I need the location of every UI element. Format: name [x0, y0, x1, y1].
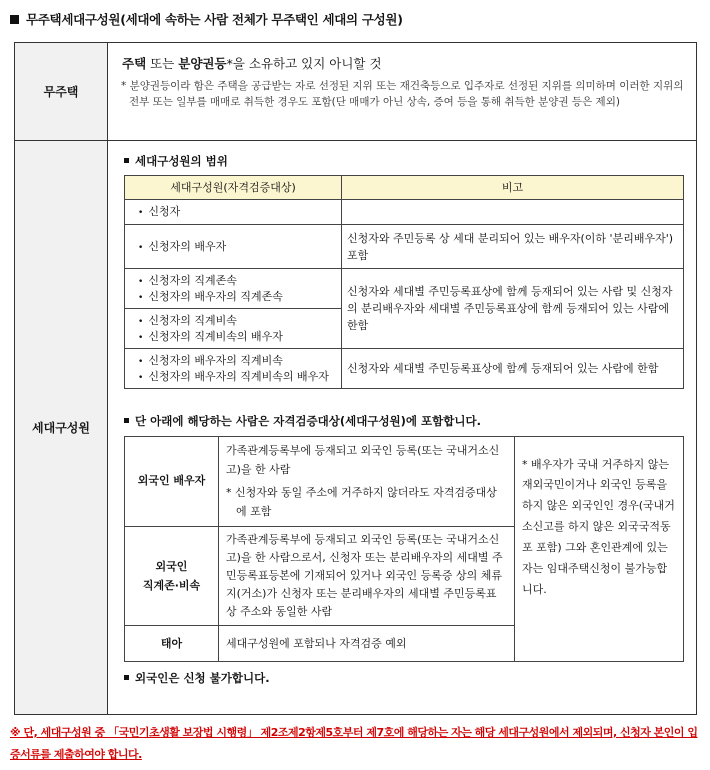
list-item: • 신청자의 직계비속의 배우자 [130, 329, 336, 345]
table-row [125, 225, 684, 269]
table-row [125, 269, 684, 309]
condition-text: *을 소유하고 있지 아니할 것 [226, 56, 382, 71]
foreign-lineal-label [125, 526, 219, 626]
scope-table [124, 175, 684, 389]
foreign-lineal-label-line2: 직계존·비속 [142, 578, 201, 592]
foreign-spouse-desc [219, 436, 515, 526]
member-cell [125, 200, 342, 225]
include-heading-text: 단 아래에 해당하는 사람은 자격검증대상(세대구성원)에 포함합니다. [135, 414, 481, 429]
table-row [125, 436, 684, 526]
square-bullet-icon [124, 158, 129, 163]
row-label-homeless: 무주택 [15, 43, 108, 141]
footnote-text: ※ 단, 세대구성원 중 「국민기초생활 보장법 시행령」 제2조제2항제5호부터 제7호에 해당하는 자는 해당 세대구성원에서 제외되며, 신청자 본인이 입증서류를 제출하여야 합니다. [10, 726, 698, 761]
table-row [125, 349, 684, 389]
scope-heading-text: 세대구성원의 범위 [135, 154, 228, 168]
presale-rights-note: * 분양권등이라 함은 주택을 공급받는 자로 선정된 지위 또는 재건축등으로 입주자로 선정된 지위를 의미하며 이러한 지위의 전부 또는 일부를 매매로 취득한 경우도 포함(단 매매가 아닌 상속, 증여 등을 통해 취득한 분양권 등은 제외) [121, 79, 684, 109]
table-row [125, 200, 684, 225]
foreign-spouse-text: 가족관계등록부에 등재되고 외국인 등록(또는 국내거소신고)을 한 사람 [226, 443, 500, 476]
list-item: • 신청자의 직계존속 [130, 273, 336, 289]
fetus-label: 태아 [125, 626, 219, 662]
member-cell [125, 225, 342, 269]
square-bullet-icon [124, 418, 129, 423]
square-bullet-icon [10, 15, 19, 24]
scope-col-remarks: 비고 [342, 176, 684, 200]
remark-cell: 신청자와 세대별 주민등록표상에 함께 등재되어 있는 사람 및 신청자의 분리배우자와 세대별 주민등록표상에 함께 등재되어 있는 사람에 한함 [342, 269, 684, 349]
foreign-lineal-label-line1: 외국인 [155, 559, 188, 573]
member-cell [125, 349, 342, 389]
square-bullet-icon [124, 675, 129, 680]
section-title-text: 무주택세대구성원(세대에 속하는 사람 전체가 무주택인 세대의 구성원) [26, 12, 403, 27]
scope-heading [124, 153, 686, 170]
foreign-spouse-label: 외국인 배우자 [125, 436, 219, 526]
eligibility-table [14, 42, 697, 715]
remark-cell: 신청자와 주민등록 상 세대 분리되어 있는 배우자(이하 '분리배우자') 포함 [342, 225, 684, 269]
list-item: • 신청자의 직계비속 [130, 313, 336, 329]
list-item: • 신청자의 배우자의 직계비속의 배우자 [130, 369, 336, 385]
list-item: • 신청자의 배우자 [130, 239, 336, 255]
foreign-spouse-warning: * 배우자가 국내 거주하지 않는 재외국민이거나 외국인 등록을 하지 않은 외국인인 경우(국내거소신고를 하지 않은 외국국적동포 포함) 그와 혼인관계에 있는 자는 임대주택신청이 불가능합니다. [515, 436, 684, 662]
presale-rights-term: 분양권등 [178, 56, 227, 71]
homeless-content [108, 43, 697, 141]
fetus-desc: 세대구성원에 포함되나 자격검증 예외 [219, 626, 515, 662]
list-item: • 신청자의 배우자의 직계비속 [130, 353, 336, 369]
foreign-lineal-desc: 가족관계등록부에 등재되고 외국인 등록(또는 국내거소신고)을 한 사람으로서, 신청자 또는 분리배우자의 세대별 주민등록표등본에 기재되어 있거나 외국인 등록증 상의 체류지(거소)가 신청자 또는 분리배우자의 세대별 주민등록표상 주소와 동일한 사람 [219, 526, 515, 626]
include-heading [124, 413, 686, 430]
foreigner-not-eligible [124, 670, 686, 687]
remark-cell: 신청자와 세대별 주민등록표상에 함께 등재되어 있는 사람에 한함 [342, 349, 684, 389]
final-note-text: 외국인은 신청 불가합니다. [135, 671, 270, 686]
footnote [10, 722, 700, 766]
member-cell [125, 309, 342, 349]
section-title [10, 11, 403, 30]
homeless-condition [122, 55, 686, 74]
house-term: 주택 [122, 56, 147, 71]
row-label-household-members: 세대구성원 [15, 141, 108, 715]
list-item: • 신청자의 배우자의 직계존속 [130, 289, 336, 305]
list-item: • 신청자 [130, 204, 336, 220]
household-content [108, 141, 697, 715]
foreign-spouse-note: * 신청자와 동일 주소에 거주하지 않더라도 자격검증대상에 포함 [226, 486, 497, 519]
scope-col-members: 세대구성원(자격검증대상) [125, 176, 342, 200]
or-text: 또는 [146, 56, 179, 71]
remark-cell [342, 200, 684, 225]
member-cell [125, 269, 342, 309]
foreign-members-table [124, 436, 684, 663]
